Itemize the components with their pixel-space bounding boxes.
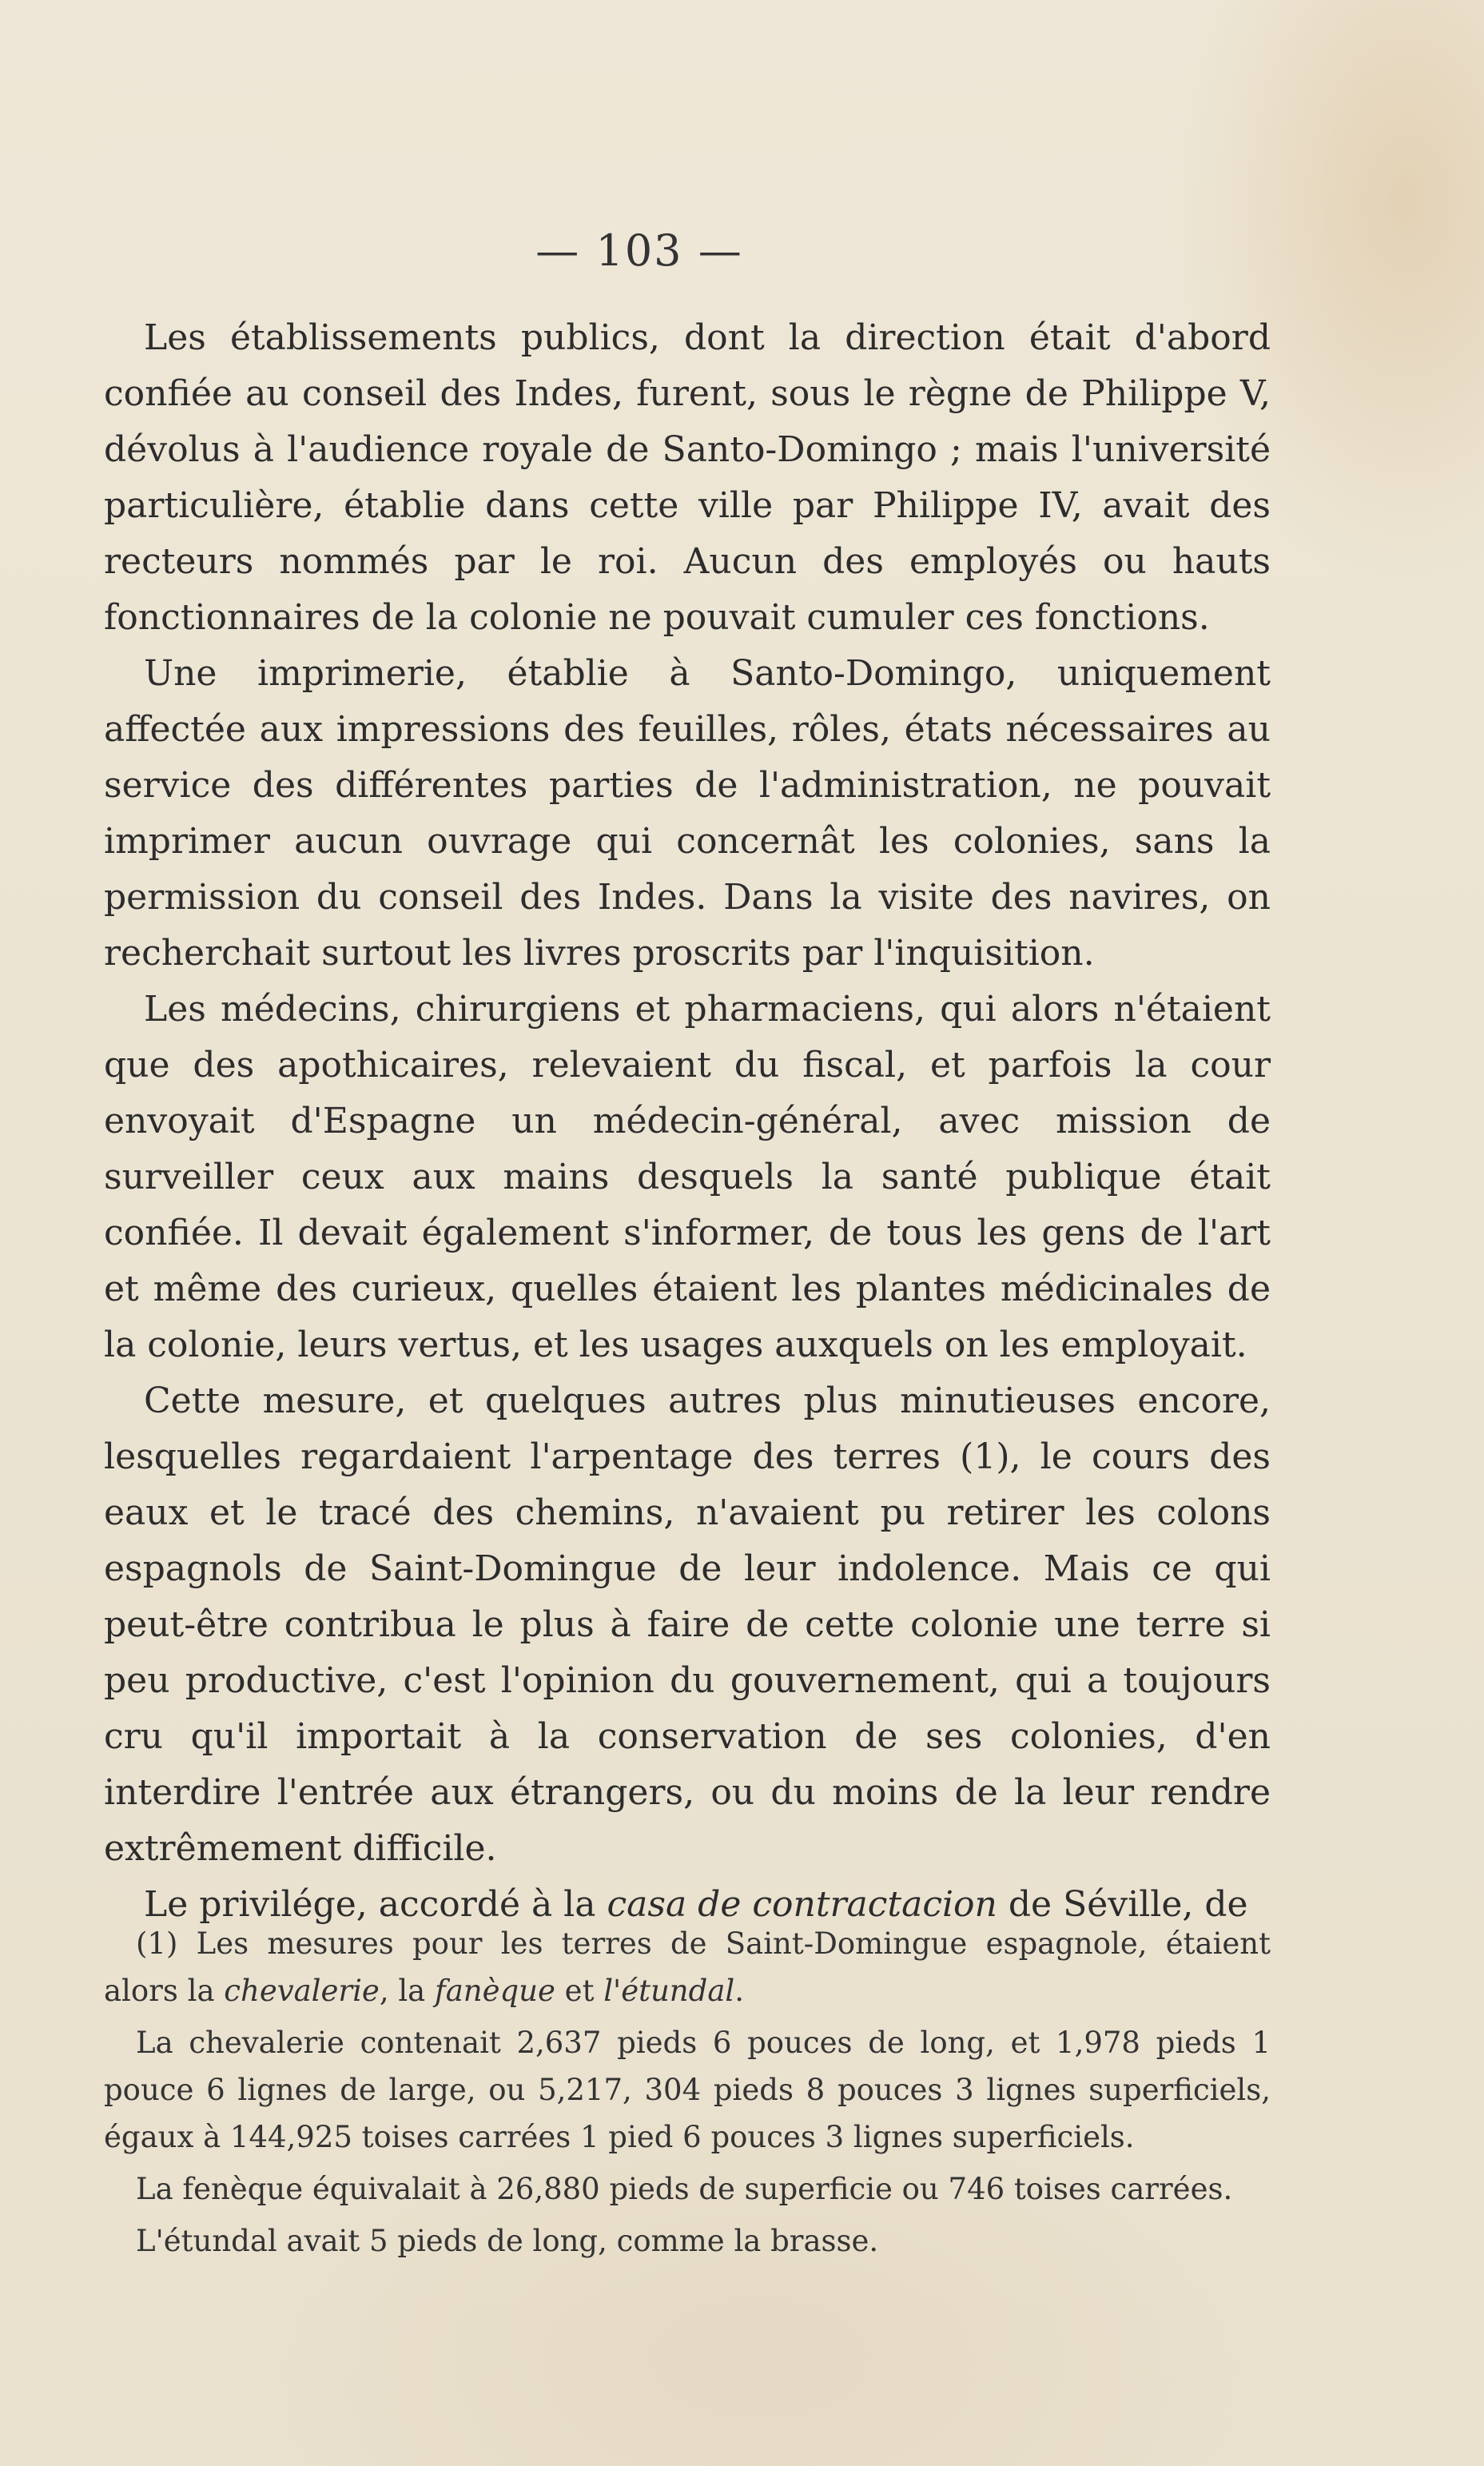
footnote: L'étundal avait 5 pieds de long, comme la brasse. bbox=[136, 2224, 879, 2258]
paragraph-text: de Séville, de bbox=[1008, 1884, 1248, 1925]
italic-term: l'étundal bbox=[603, 1974, 735, 2008]
paragraph-text: Le privilége, accordé à la bbox=[144, 1884, 596, 1925]
paragraph: Les médecins, chirurgiens et pharmaciens, qui alors n'étaient que des apothicaires, relevaient du fiscal, et parfois la cour envoyait d'Espagne un médecin-général, avec mission de surveiller ceux aux mains desquels la santé publique était confiée. Il devait également s'informer, de tous les gens de l'art et même des curieux, quelles étaient les plantes médicinales de la colonie, leurs vertus, et les usages auxquels on les employait. bbox=[104, 989, 1271, 1365]
paragraph: Une imprimerie, établie à Santo-Domingo, uniquement affectée aux impressions des feuilles, rôles, états nécessaires au service des différentes parties de l'administration, ne pouvait imprimer aucun ouvrage qui concernât les colonies, sans la permission du conseil des Indes. Dans la visite des navires, on recherchait surtout les livres proscrits par l'inquisition. bbox=[104, 653, 1271, 974]
footnote: La chevalerie contenait 2,637 pieds 6 pouces de long, et 1,978 pieds 1 pouce 6 lignes de large, ou 5,217, 304 pieds 8 pouces 3 lignes superficiels, égaux à 144,925 toises carrées 1 pied 6 pouces 3 lignes superficiels. bbox=[104, 2026, 1271, 2154]
footnote-text: (1) Les mesures pour les terres de Saint-Domingue espagnole, étaient alors la bbox=[104, 1926, 1271, 2008]
italic-term: fanèque bbox=[435, 1974, 555, 2008]
footnote: La fenèque équivalait à 26,880 pieds de superficie ou 746 toises carrées. bbox=[136, 2172, 1233, 2206]
page-number: — 103 — bbox=[535, 225, 743, 276]
footnotes bbox=[104, 1920, 1271, 2265]
main-text bbox=[104, 310, 1271, 1933]
footnote-text: et bbox=[564, 1974, 595, 2008]
italic-term: casa de contractacion bbox=[607, 1884, 997, 1925]
paragraph: Cette mesure, et quelques autres plus minutieuses encore, lesquelles regardaient l'arpentage des terres (1), le cours des eaux et le tracé des chemins, n'avaient pu retirer les colons espagnols de Saint-Domingue de leur indolence. Mais ce qui peut-être contribua le plus à faire de cette colonie une terre si peu productive, c'est l'opinion du gouvernement, qui a toujours cru qu'il importait à la conservation de ses colonies, d'en interdire l'entrée aux étrangers, ou du moins de la leur rendre extrêmement difficile. bbox=[104, 1380, 1271, 1869]
italic-term: chevalerie bbox=[224, 1974, 380, 2008]
footnote bbox=[104, 1920, 1271, 2014]
footnote-text: , la bbox=[379, 1974, 426, 2008]
footnote-text: . bbox=[734, 1974, 744, 2008]
paragraph: Les établissements publics, dont la direction était d'abord confiée au conseil des Indes, furent, sous le règne de Philippe V, dévolus à l'audience royale de Santo-Domingo ; mais l'université particulière, établie dans cette ville par Philippe IV, avait des recteurs nommés par le roi. Aucun des employés ou hauts fonctionnaires de la colonie ne pouvait cumuler ces fonctions. bbox=[104, 317, 1271, 638]
